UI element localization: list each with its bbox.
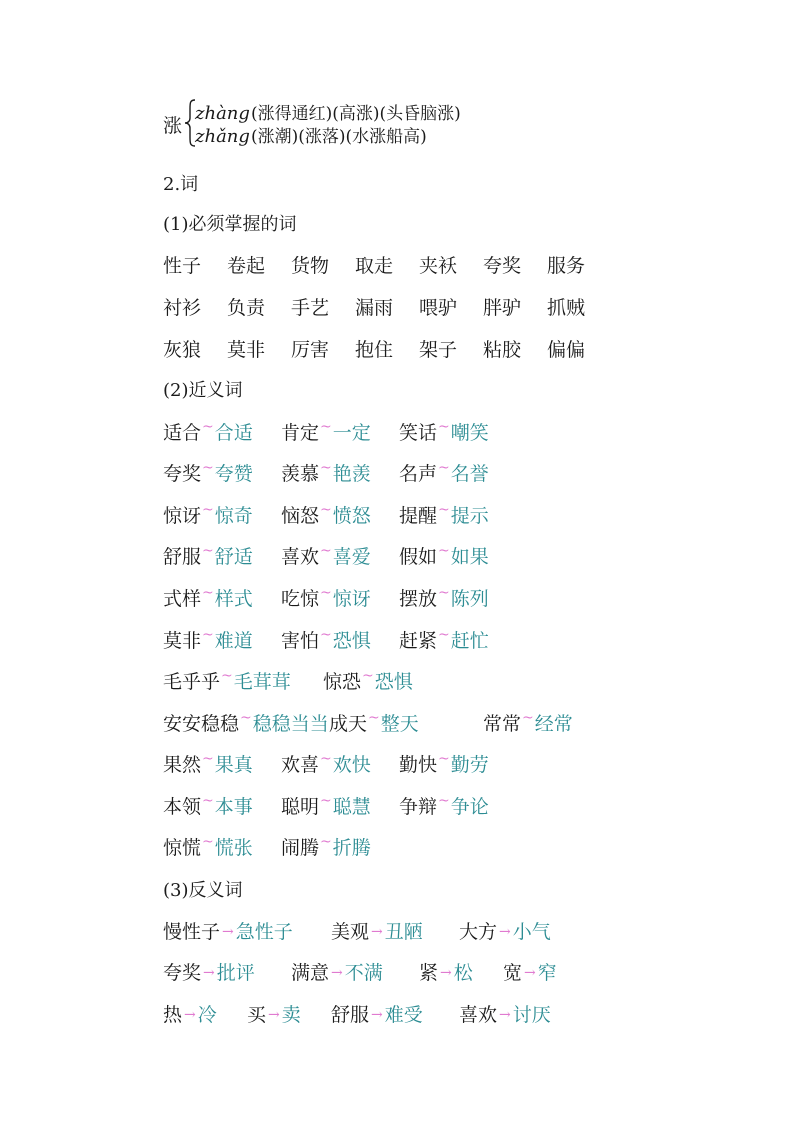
synonym-word: 恐惧 [374, 671, 413, 693]
word: 负责 [227, 297, 266, 319]
synonym-word: 夸赞 [214, 463, 253, 485]
tilde-mark-icon: ~ [320, 834, 332, 850]
synonym-word: 名誉 [450, 463, 489, 485]
word: 灰狼 [163, 339, 202, 361]
base-word: 闹腾 [281, 837, 320, 859]
synonym-pair [163, 709, 329, 736]
base-word: 喜欢 [459, 1004, 498, 1026]
synonym-pair [163, 626, 253, 653]
synonym-word: 勤劳 [450, 754, 489, 776]
base-word: 宽 [503, 962, 523, 984]
base-word: 适合 [163, 422, 202, 444]
synonym-pair [399, 501, 489, 528]
synonym-pair [399, 418, 489, 445]
word: 架子 [419, 339, 458, 361]
word: 胖驴 [483, 297, 522, 319]
arrow-icon: → [524, 965, 536, 981]
tilde-mark-icon: ~ [438, 751, 450, 767]
antonym-pair [419, 958, 473, 985]
word: 莫非 [227, 339, 266, 361]
arrow-icon: → [331, 965, 343, 981]
tilde-mark-icon: ~ [438, 460, 450, 476]
base-word: 羡慕 [281, 463, 320, 485]
antonym-word: 急性子 [235, 921, 293, 943]
antonym-pair [459, 1000, 551, 1027]
antonym-pair [247, 1000, 301, 1027]
tilde-mark-icon: ~ [438, 627, 450, 643]
arrow-icon: → [184, 1007, 196, 1023]
base-word: 慢性子 [163, 921, 221, 943]
base-word: 笑话 [399, 422, 438, 444]
tilde-mark-icon: ~ [202, 419, 214, 435]
synonym-pair [399, 584, 489, 611]
word: 抓贼 [547, 297, 586, 319]
base-word: 惊慌 [163, 837, 202, 859]
synonym-word: 舒适 [214, 546, 253, 568]
tilde-mark-icon: ~ [320, 419, 332, 435]
synonym-word: 难道 [214, 630, 253, 652]
synonym-word: 欢快 [332, 754, 371, 776]
synonym-word: 嘲笑 [450, 422, 489, 444]
synonym-pair [163, 667, 291, 694]
subsection-heading: (1)必须掌握的词 [163, 214, 297, 235]
antonym-word: 松 [453, 962, 473, 984]
antonym-pair [459, 917, 551, 944]
subsection-heading: (2)近义词 [163, 380, 243, 401]
synonym-word: 提示 [450, 505, 489, 527]
synonym-word: 惊奇 [214, 505, 253, 527]
antonym-word: 卖 [281, 1004, 301, 1026]
word: 粘胶 [483, 339, 522, 361]
base-word: 争辩 [399, 796, 438, 818]
base-word: 美观 [331, 921, 370, 943]
synonym-pair [163, 418, 253, 445]
tilde-mark-icon: ~ [221, 668, 233, 684]
polyphone-reading [195, 122, 427, 147]
arrow-icon: → [268, 1007, 280, 1023]
synonym-pair [329, 709, 419, 736]
subsection-heading: (3)反义词 [163, 880, 243, 901]
word: 抱住 [355, 339, 394, 361]
synonym-word: 慌张 [214, 837, 253, 859]
synonym-word: 陈列 [450, 588, 489, 610]
synonym-word: 经常 [534, 713, 573, 735]
synonym-pair [399, 459, 489, 486]
word: 漏雨 [355, 297, 394, 319]
antonym-word: 难受 [384, 1004, 423, 1026]
tilde-mark-icon: ~ [202, 627, 214, 643]
reading-examples: (涨潮)(涨落)(水涨船高) [250, 127, 427, 147]
base-word: 害怕 [281, 630, 320, 652]
synonym-word: 艳羡 [332, 463, 371, 485]
base-word: 假如 [399, 546, 438, 568]
antonym-pair [331, 917, 423, 944]
base-word: 买 [247, 1004, 267, 1026]
synonym-pair [163, 833, 253, 860]
tilde-mark-icon: ~ [320, 543, 332, 559]
synonym-word: 赶忙 [450, 630, 489, 652]
word: 手艺 [291, 297, 330, 319]
base-word: 惊恐 [323, 671, 362, 693]
antonym-pair [331, 1000, 423, 1027]
synonym-pair [399, 792, 489, 819]
tilde-mark-icon: ~ [202, 585, 214, 601]
tilde-mark-icon: ~ [202, 793, 214, 809]
tilde-mark-icon: ~ [522, 710, 534, 726]
antonym-word: 窄 [537, 962, 557, 984]
word: 性子 [163, 255, 202, 277]
synonym-word: 惊讶 [332, 588, 371, 610]
synonym-pair [281, 833, 371, 860]
base-word: 大方 [459, 921, 498, 943]
base-word: 名声 [399, 463, 438, 485]
base-word: 夸奖 [163, 962, 202, 984]
polyphone-reading [195, 99, 461, 124]
reading-examples: (涨得通红)(高涨)(头昏脑涨) [250, 104, 461, 124]
base-word: 恼怒 [281, 505, 320, 527]
word: 服务 [547, 255, 586, 277]
tilde-mark-icon: ~ [202, 543, 214, 559]
tilde-mark-icon: ~ [362, 668, 374, 684]
base-word: 式样 [163, 588, 202, 610]
tilde-mark-icon: ~ [438, 543, 450, 559]
polyphone-char: 涨 [163, 115, 183, 137]
pinyin: zhǎng [195, 126, 250, 147]
synonym-word: 样式 [214, 588, 253, 610]
arrow-icon: → [371, 1007, 383, 1023]
synonym-word: 如果 [450, 546, 489, 568]
tilde-mark-icon: ~ [202, 751, 214, 767]
tilde-mark-icon: ~ [438, 585, 450, 601]
synonym-pair [483, 709, 573, 736]
base-word: 热 [163, 1004, 183, 1026]
synonym-pair [163, 792, 253, 819]
word: 卷起 [227, 255, 266, 277]
synonym-pair [399, 542, 489, 569]
antonym-word: 不满 [344, 962, 383, 984]
base-word: 肯定 [281, 422, 320, 444]
tilde-mark-icon: ~ [320, 502, 332, 518]
tilde-mark-icon: ~ [202, 460, 214, 476]
synonym-word: 聪慧 [332, 796, 371, 818]
tilde-mark-icon: ~ [320, 460, 332, 476]
tilde-mark-icon: ~ [368, 710, 380, 726]
synonym-pair [281, 792, 371, 819]
synonym-word: 果真 [214, 754, 253, 776]
synonym-pair [163, 584, 253, 611]
synonym-pair [163, 501, 253, 528]
synonym-pair [281, 626, 371, 653]
tilde-mark-icon: ~ [438, 419, 450, 435]
antonym-pair [163, 958, 255, 985]
tilde-mark-icon: ~ [320, 585, 332, 601]
base-word: 喜欢 [281, 546, 320, 568]
base-word: 摆放 [399, 588, 438, 610]
base-word: 惊讶 [163, 505, 202, 527]
tilde-mark-icon: ~ [438, 502, 450, 518]
synonym-word: 本事 [214, 796, 253, 818]
synonym-word: 愤怒 [332, 505, 371, 527]
synonym-pair [163, 750, 253, 777]
synonym-pair [281, 584, 371, 611]
base-word: 满意 [291, 962, 330, 984]
base-word: 紧 [419, 962, 439, 984]
word: 喂驴 [419, 297, 458, 319]
base-word: 勤快 [399, 754, 438, 776]
synonym-pair [399, 750, 489, 777]
antonym-pair [503, 958, 557, 985]
word: 取走 [355, 255, 394, 277]
antonym-word: 批评 [216, 962, 255, 984]
antonym-pair [163, 1000, 217, 1027]
base-word: 莫非 [163, 630, 202, 652]
tilde-mark-icon: ~ [320, 793, 332, 809]
synonym-pair [281, 542, 371, 569]
tilde-mark-icon: ~ [240, 710, 252, 726]
synonym-pair [281, 459, 371, 486]
base-word: 聪明 [281, 796, 320, 818]
word: 厉害 [291, 339, 330, 361]
base-word: 安安稳稳 [163, 713, 240, 735]
section-heading: 2.词 [163, 174, 199, 195]
base-word: 毛乎乎 [163, 671, 221, 693]
arrow-icon: → [440, 965, 452, 981]
arrow-icon: → [203, 965, 215, 981]
antonym-word: 冷 [197, 1004, 217, 1026]
synonym-pair [281, 750, 371, 777]
antonym-word: 丑陋 [384, 921, 423, 943]
synonym-word: 喜爱 [332, 546, 371, 568]
arrow-icon: → [499, 1007, 511, 1023]
base-word: 赶紧 [399, 630, 438, 652]
base-word: 欢喜 [281, 754, 320, 776]
tilde-mark-icon: ~ [202, 834, 214, 850]
base-word: 舒服 [163, 546, 202, 568]
base-word: 果然 [163, 754, 202, 776]
word: 夹袄 [419, 255, 458, 277]
tilde-mark-icon: ~ [438, 793, 450, 809]
tilde-mark-icon: ~ [320, 627, 332, 643]
base-word: 吃惊 [281, 588, 320, 610]
synonym-word: 折腾 [332, 837, 371, 859]
synonym-word: 争论 [450, 796, 489, 818]
word: 货物 [291, 255, 330, 277]
arrow-icon: → [371, 924, 383, 940]
tilde-mark-icon: ~ [202, 502, 214, 518]
synonym-word: 整天 [380, 713, 419, 735]
word: 夸奖 [483, 255, 522, 277]
pinyin: zhàng [195, 103, 250, 124]
arrow-icon: → [222, 924, 234, 940]
antonym-pair [163, 917, 293, 944]
base-word: 提醒 [399, 505, 438, 527]
synonym-word: 毛茸茸 [233, 671, 291, 693]
synonym-pair [323, 667, 413, 694]
synonym-pair [163, 459, 253, 486]
synonym-pair [163, 542, 253, 569]
word: 偏偏 [547, 339, 586, 361]
synonym-word: 稳稳当当 [252, 713, 329, 735]
base-word: 夸奖 [163, 463, 202, 485]
synonym-word: 合适 [214, 422, 253, 444]
synonym-pair [399, 626, 489, 653]
antonym-pair [291, 958, 383, 985]
base-word: 舒服 [331, 1004, 370, 1026]
base-word: 成天 [329, 713, 368, 735]
synonym-pair [281, 501, 371, 528]
antonym-word: 小气 [512, 921, 551, 943]
word: 衬衫 [163, 297, 202, 319]
base-word: 本领 [163, 796, 202, 818]
base-word: 常常 [483, 713, 522, 735]
tilde-mark-icon: ~ [320, 751, 332, 767]
synonym-pair [281, 418, 371, 445]
synonym-word: 恐惧 [332, 630, 371, 652]
arrow-icon: → [499, 924, 511, 940]
synonym-word: 一定 [332, 422, 371, 444]
antonym-word: 讨厌 [512, 1004, 551, 1026]
